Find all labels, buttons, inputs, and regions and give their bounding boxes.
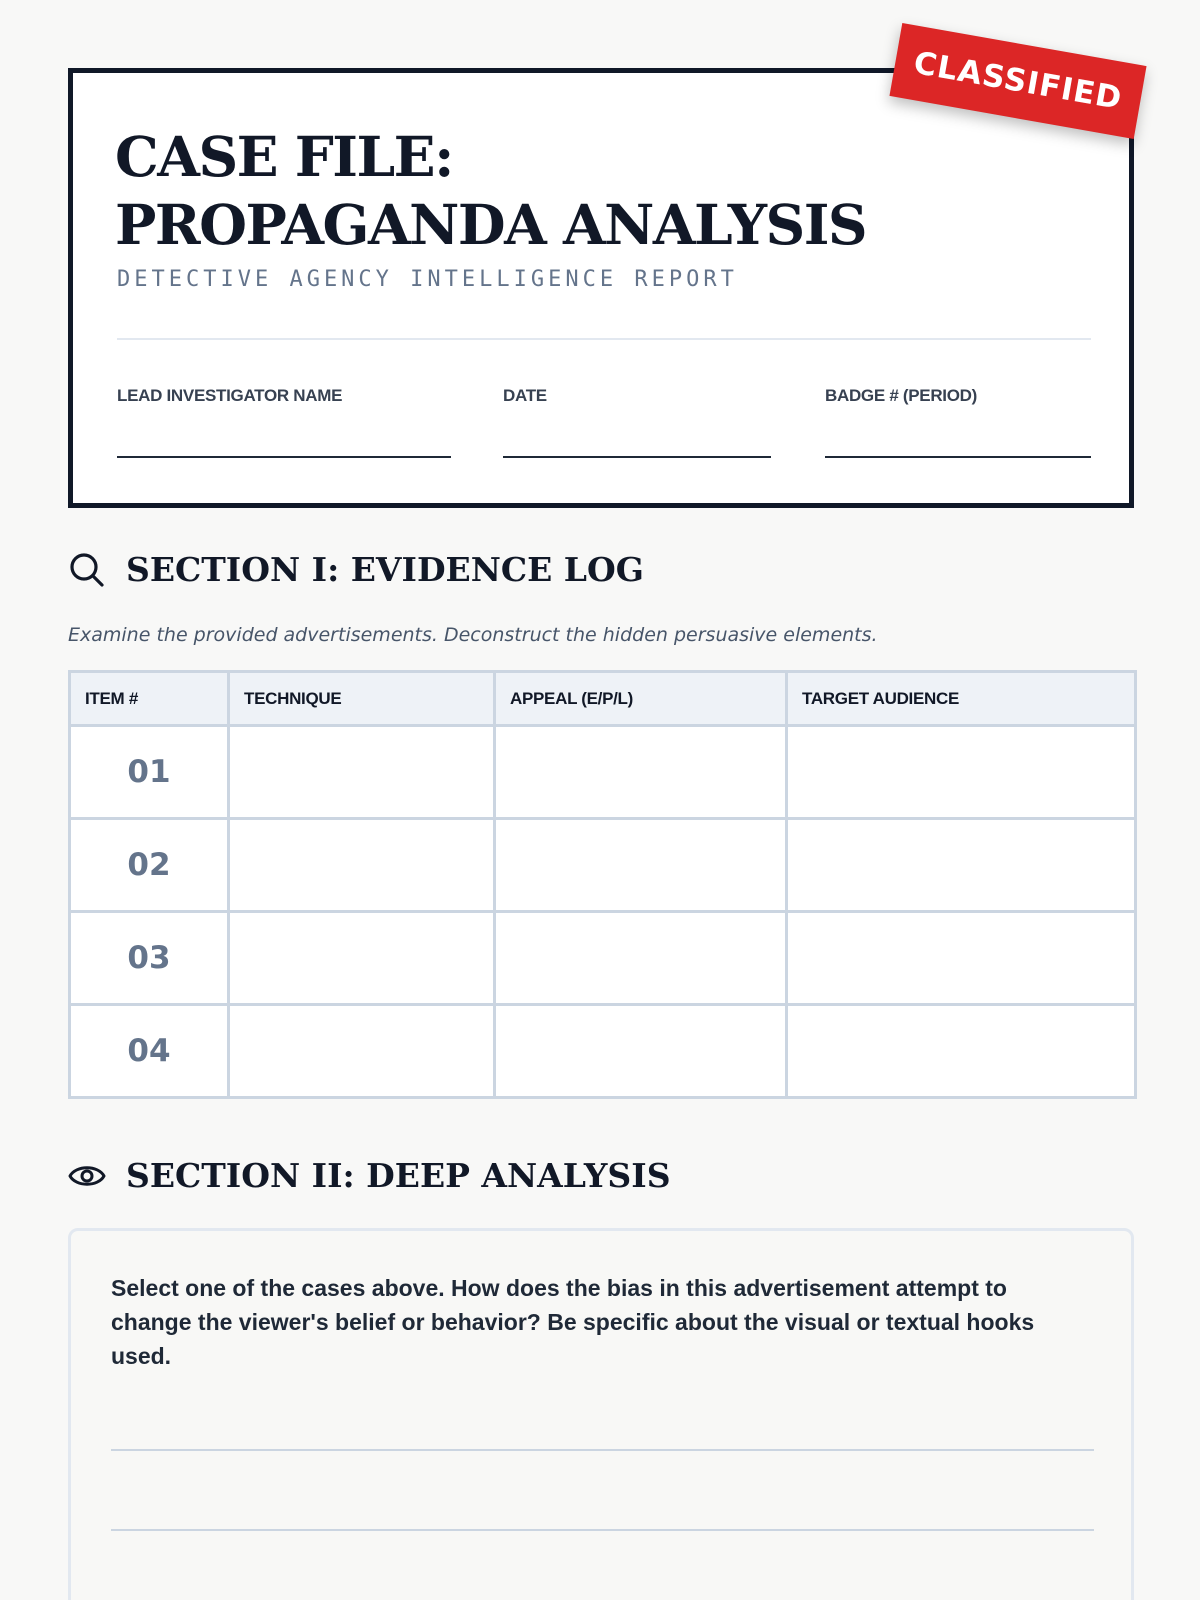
item-number: 02 — [70, 819, 229, 912]
section-2-title: SECTION II: DEEP ANALYSIS — [126, 1156, 671, 1195]
lead-investigator-label: LEAD INVESTIGATOR NAME — [117, 386, 343, 405]
lead-investigator-input-line[interactable] — [117, 456, 451, 458]
badge-field[interactable] — [825, 386, 977, 406]
date-label: DATE — [503, 386, 547, 405]
appeal-cell[interactable] — [495, 1005, 787, 1098]
header-divider — [117, 338, 1091, 340]
date-input-line[interactable] — [503, 456, 771, 458]
appeal-cell[interactable] — [495, 819, 787, 912]
lead-investigator-field[interactable] — [117, 386, 342, 406]
target-audience-cell[interactable] — [787, 726, 1136, 819]
badge-input-line[interactable] — [825, 456, 1091, 458]
appeal-cell[interactable] — [495, 726, 787, 819]
table-header-row — [70, 672, 1136, 726]
technique-cell[interactable] — [229, 912, 495, 1005]
eye-icon — [68, 1157, 106, 1195]
table-row — [70, 1005, 1136, 1098]
item-number: 01 — [70, 726, 229, 819]
section-1-title: SECTION I: EVIDENCE LOG — [126, 550, 644, 589]
column-header-appeal: APPEAL (E/P/L) — [495, 672, 787, 726]
deep-analysis-box — [68, 1228, 1134, 1600]
analysis-prompt: Select one of the cases above. How does the bias in this advertisement attempt to change the viewer's belief or behavior? Be specific about the visual or textual hooks used. — [111, 1275, 1035, 1369]
case-file-header — [68, 68, 1134, 508]
appeal-cell[interactable] — [495, 912, 787, 1005]
section-1-heading — [68, 550, 644, 589]
badge-label: BADGE # (PERIOD) — [825, 386, 977, 405]
evidence-log-table — [68, 670, 1137, 1099]
page-title: CASE FILE: PROPAGANDA ANALYSIS — [115, 124, 867, 257]
date-field[interactable] — [503, 386, 547, 406]
technique-cell[interactable] — [229, 726, 495, 819]
answer-line[interactable] — [111, 1449, 1094, 1451]
column-header-item: ITEM # — [70, 672, 229, 726]
item-number: 03 — [70, 912, 229, 1005]
target-audience-cell[interactable] — [787, 819, 1136, 912]
section-1-instructions: Examine the provided advertisements. Deconstruct the hidden persuasive elements. — [68, 624, 878, 646]
answer-line[interactable] — [111, 1529, 1094, 1531]
target-audience-cell[interactable] — [787, 1005, 1136, 1098]
table-row — [70, 726, 1136, 819]
target-audience-cell[interactable] — [787, 912, 1136, 1005]
table-row — [70, 912, 1136, 1005]
search-icon — [68, 551, 106, 589]
column-header-technique: TECHNIQUE — [229, 672, 495, 726]
technique-cell[interactable] — [229, 819, 495, 912]
table-row — [70, 819, 1136, 912]
section-2-heading — [68, 1156, 671, 1195]
technique-cell[interactable] — [229, 1005, 495, 1098]
item-number: 04 — [70, 1005, 229, 1098]
column-header-target-audience: TARGET AUDIENCE — [787, 672, 1136, 726]
classified-stamp: CLASSIFIED — [889, 23, 1146, 139]
page-subtitle: DETECTIVE AGENCY INTELLIGENCE REPORT — [117, 267, 738, 292]
